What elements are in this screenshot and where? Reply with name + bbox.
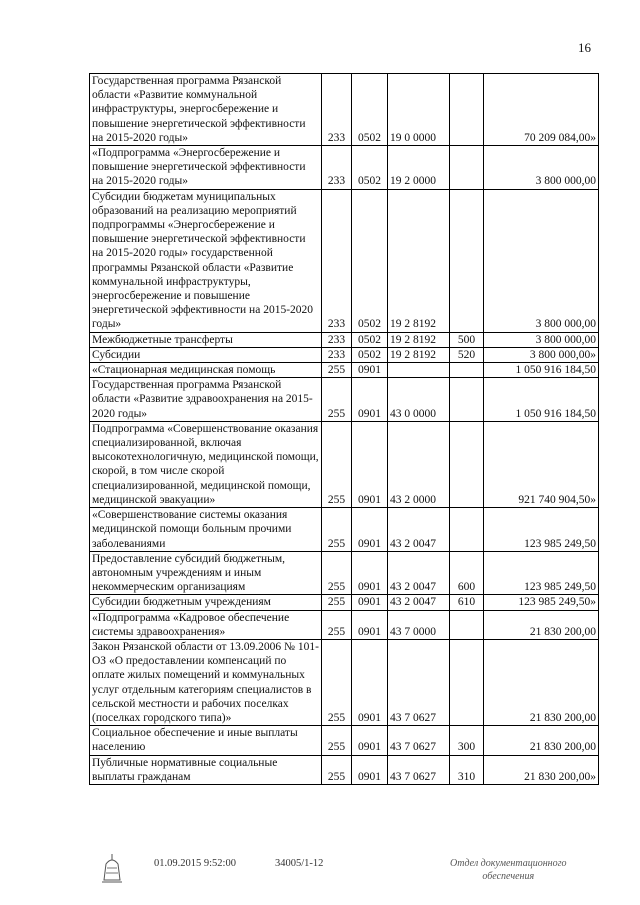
row-section-code: 0901 — [352, 421, 388, 507]
row-section-code: 0901 — [352, 378, 388, 422]
row-amount: 123 985 249,50 — [484, 551, 599, 595]
row-expense-type: 520 — [450, 347, 484, 362]
department-stamp — [450, 857, 567, 883]
row-ministry-code: 255 — [322, 639, 352, 725]
row-ministry-code: 255 — [322, 508, 352, 552]
row-ministry-code: 255 — [322, 378, 352, 422]
table-row — [90, 639, 599, 725]
row-expense-type — [450, 639, 484, 725]
row-ministry-code: 255 — [322, 610, 352, 639]
row-section-code: 0502 — [352, 347, 388, 362]
footer-doc-number: 34005/1-12 — [275, 858, 324, 869]
row-ministry-code: 233 — [322, 332, 352, 347]
row-expense-type: 310 — [450, 755, 484, 784]
row-expense-type — [450, 421, 484, 507]
row-name: «Подпрограмма «Энергосбережение и повышение энергетической эффективности на 2015-2020 годы» — [90, 146, 322, 190]
row-section-code: 0901 — [352, 639, 388, 725]
row-amount: 1 050 916 184,50 — [484, 363, 599, 378]
row-ministry-code: 255 — [322, 755, 352, 784]
table-row — [90, 726, 599, 755]
row-amount: 123 985 249,50 — [484, 508, 599, 552]
row-expense-type: 300 — [450, 726, 484, 755]
row-amount: 921 740 904,50» — [484, 421, 599, 507]
row-section-code: 0901 — [352, 726, 388, 755]
row-ministry-code: 233 — [322, 347, 352, 362]
row-target-code: 19 0 0000 — [388, 74, 450, 146]
row-target-code: 43 2 0047 — [388, 595, 450, 610]
row-target-code: 43 7 0627 — [388, 755, 450, 784]
row-expense-type — [450, 363, 484, 378]
row-target-code: 43 0 0000 — [388, 378, 450, 422]
budget-table-body — [90, 74, 599, 785]
row-section-code: 0502 — [352, 332, 388, 347]
table-row — [90, 421, 599, 507]
row-ministry-code: 255 — [322, 595, 352, 610]
row-section-code: 0901 — [352, 508, 388, 552]
row-name: Социальное обеспечение и иные выплаты населению — [90, 726, 322, 755]
row-ministry-code: 233 — [322, 189, 352, 332]
row-amount: 1 050 916 184,50 — [484, 378, 599, 422]
row-name: Подпрограмма «Совершенствование оказания специализированной, включая высокотехнологичную, медицинской помощи, скорой, в том числе скорой специализированной, медицинской помощи, медицинской эвакуации» — [90, 421, 322, 507]
row-target-code: 19 2 0000 — [388, 146, 450, 190]
stamp-line-2: обеспечения — [482, 871, 535, 882]
row-section-code: 0502 — [352, 146, 388, 190]
row-expense-type: 500 — [450, 332, 484, 347]
row-amount: 21 830 200,00 — [484, 610, 599, 639]
table-row — [90, 610, 599, 639]
row-ministry-code: 255 — [322, 421, 352, 507]
page-number: 16 — [578, 40, 591, 55]
row-target-code: 43 7 0000 — [388, 610, 450, 639]
table-row — [90, 189, 599, 332]
row-expense-type: 600 — [450, 551, 484, 595]
row-target-code: 43 2 0047 — [388, 508, 450, 552]
row-section-code: 0901 — [352, 755, 388, 784]
table-row — [90, 378, 599, 422]
row-section-code: 0901 — [352, 610, 388, 639]
row-expense-type — [450, 189, 484, 332]
row-amount: 21 830 200,00 — [484, 726, 599, 755]
row-target-code: 43 7 0627 — [388, 726, 450, 755]
emblem-icon — [100, 852, 124, 884]
row-section-code: 0901 — [352, 363, 388, 378]
row-target-code: 19 2 8192 — [388, 332, 450, 347]
row-name: Государственная программа Рязанской области «Развитие коммунальной инфраструктуры, энергосбережение и повышение энергетической эффективности на 2015-2020 годы» — [90, 74, 322, 146]
row-ministry-code: 255 — [322, 363, 352, 378]
row-target-code: 19 2 8192 — [388, 189, 450, 332]
row-target-code — [388, 363, 450, 378]
row-ministry-code: 233 — [322, 146, 352, 190]
row-name: Субсидии бюджетным учреждениям — [90, 595, 322, 610]
table-row — [90, 146, 599, 190]
table-row — [90, 508, 599, 552]
row-amount: 3 800 000,00 — [484, 189, 599, 332]
footer-timestamp: 01.09.2015 9:52:00 — [154, 858, 236, 869]
table-row — [90, 74, 599, 146]
row-section-code: 0901 — [352, 551, 388, 595]
row-expense-type — [450, 508, 484, 552]
stamp-line-1: Отдел документационного — [450, 858, 567, 869]
row-target-code: 19 2 8192 — [388, 347, 450, 362]
row-amount: 21 830 200,00» — [484, 755, 599, 784]
row-name: «Стационарная медицинская помощь — [90, 363, 322, 378]
table-row — [90, 595, 599, 610]
budget-table — [89, 73, 599, 785]
row-name: Субсидии — [90, 347, 322, 362]
row-section-code: 0502 — [352, 189, 388, 332]
row-amount: 3 800 000,00» — [484, 347, 599, 362]
row-section-code: 0901 — [352, 595, 388, 610]
row-name: «Подпрограмма «Кадровое обеспечение системы здравоохранения» — [90, 610, 322, 639]
row-target-code: 43 2 0000 — [388, 421, 450, 507]
row-name: Межбюджетные трансферты — [90, 332, 322, 347]
row-name: Государственная программа Рязанской области «Развитие здравоохранения на 2015-2020 годы» — [90, 378, 322, 422]
row-expense-type: 610 — [450, 595, 484, 610]
row-amount: 3 800 000,00 — [484, 146, 599, 190]
table-row — [90, 347, 599, 362]
row-amount: 123 985 249,50» — [484, 595, 599, 610]
row-name: Предоставление субсидий бюджетным, автономным учреждениям и иным некоммерческим организациям — [90, 551, 322, 595]
row-ministry-code: 255 — [322, 551, 352, 595]
row-expense-type — [450, 378, 484, 422]
row-target-code: 43 2 0047 — [388, 551, 450, 595]
row-target-code: 43 7 0627 — [388, 639, 450, 725]
row-name: Закон Рязанской области от 13.09.2006 № 101-ОЗ «О предоставлении компенсаций по оплате жилых помещений и коммунальных услуг отдельным категориям специалистов в сельской местности и рабочих поселках (поселках городского типа)» — [90, 639, 322, 725]
table-row — [90, 363, 599, 378]
row-amount: 3 800 000,00 — [484, 332, 599, 347]
row-name: Публичные нормативные социальные выплаты гражданам — [90, 755, 322, 784]
row-amount: 21 830 200,00 — [484, 639, 599, 725]
row-section-code: 0502 — [352, 74, 388, 146]
row-expense-type — [450, 146, 484, 190]
row-ministry-code: 233 — [322, 74, 352, 146]
row-amount: 70 209 084,00» — [484, 74, 599, 146]
row-expense-type — [450, 610, 484, 639]
row-name: Субсидии бюджетам муниципальных образований на реализацию мероприятий подпрограммы «Энергосбережение и повышение энергетической эффективности на 2015-2020 годы» государственной программы Рязанской области «Развитие коммунальной инфраструктуры, энергосбережение и повышение энергетической эффективности на 2015-2020 годы» — [90, 189, 322, 332]
table-row — [90, 332, 599, 347]
table-row — [90, 551, 599, 595]
row-name: «Совершенствование системы оказания медицинской помощи больным прочими заболеваниями — [90, 508, 322, 552]
row-ministry-code: 255 — [322, 726, 352, 755]
row-expense-type — [450, 74, 484, 146]
table-row — [90, 755, 599, 784]
